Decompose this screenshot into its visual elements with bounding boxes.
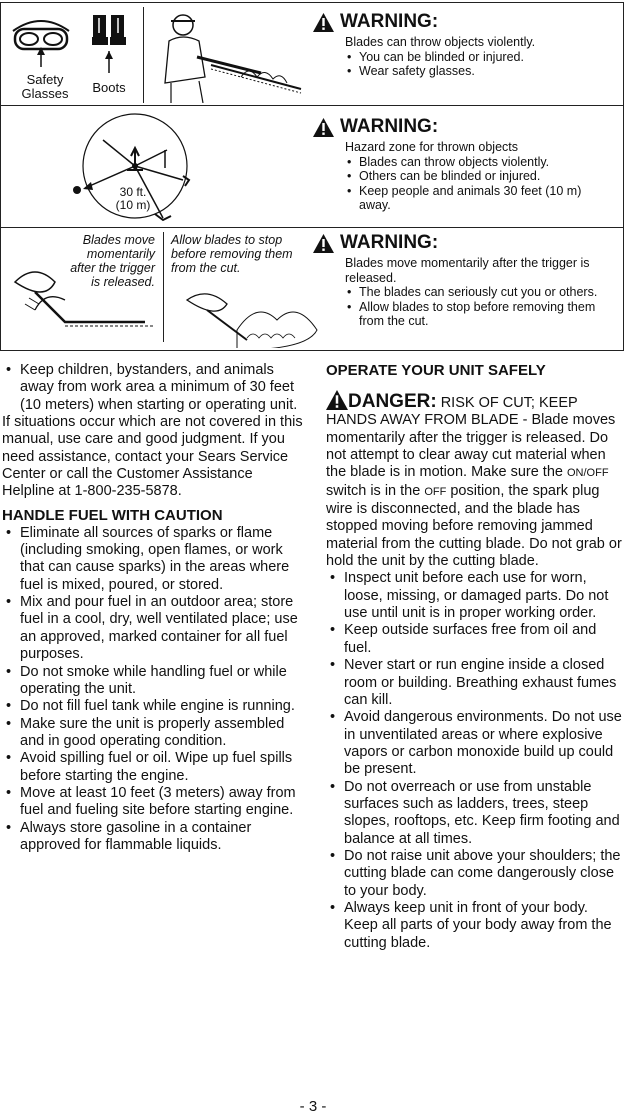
warning-row-hazard-zone (1, 106, 623, 228)
warning-triangle-icon (313, 118, 334, 137)
danger-text: position, the spark plug wire is disconnected, and the blade has stopped moving before removing jammed material from the cutting blade. Do not grab or hold the unit by the cutting blade. (326, 482, 622, 570)
list-item: • Always keep unit in front of your body. Keep all parts of your body away from the cutting blade. (344, 900, 622, 952)
list-item: • Always store gasoline in a container approved for flammable liquids. (20, 820, 306, 855)
warning-bullet: • Keep people and animals 30 feet (10 m) away. (359, 184, 613, 213)
warning-heading: WARNING: (340, 232, 439, 253)
trimmer-release-illustration (5, 252, 155, 348)
danger-triangle-icon (326, 390, 348, 410)
danger-label: DANGER: (348, 391, 437, 412)
warning-block-1 (313, 11, 613, 79)
list-item: • Do not fill fuel tank while engine is running. (20, 698, 306, 715)
list-item: • Avoid spilling fuel or oil. Wipe up fuel spills before starting the engine. (20, 750, 306, 785)
diagram-distance-ft: 30 ft. (119, 185, 147, 199)
caption-blades-move: Blades move momentarily after the trigger is released. (70, 233, 155, 289)
danger-text: RISK OF CUT; KEEP HANDS AWAY FROM BLADE - Blade moves momentarily after the trigger is released. Do not attempt to clear away cut material when the blade is in motion. Make sure the (326, 395, 616, 481)
list-item: • Eliminate all sources of sparks or flame (including smoking, open flames, or work that can cause sparks) in the areas where fuel is mixed, poured, or stored. (20, 525, 306, 594)
warning-heading: WARNING: (340, 116, 439, 137)
list-item: • Mix and pour fuel in an outdoor area; store fuel in a cool, dry, well ventilated place; use an approved, marked container for all fuel purposes. (20, 594, 306, 663)
warning-bullet: • The blades can seriously cut you or others. (359, 285, 613, 300)
caption-allow-blades-stop: Allow blades to stop before removing them from the cut. (171, 233, 293, 275)
list-item: • Keep children, bystanders, and animals away from work area a minimum of 30 feet (10 meters) when starting or operating unit. (20, 362, 306, 414)
warning-bullet: • Others can be blinded or injured. (359, 169, 613, 184)
right-column (326, 362, 622, 952)
warning-block-3 (313, 232, 613, 329)
list-item: • Make sure the unit is properly assembled and in good operating condition. (20, 716, 306, 751)
left-column (2, 362, 306, 854)
safety-glasses-icon (9, 9, 73, 69)
on-off-label: ON/OFF (567, 467, 609, 480)
warning-lead: Hazard zone for thrown objects (345, 140, 519, 154)
warning-block-2 (313, 116, 613, 213)
warning-triangle-icon (313, 13, 334, 32)
assistance-paragraph: If situations occur which are not covered in this manual, use care and good judgment. If you need assistance, contact your Sears Service Center or call the Customer Assistance Helpline at 1-800-235-5878. (2, 414, 303, 500)
warning-lead: Blades can throw objects violently. (345, 35, 536, 49)
danger-text: switch is in the (326, 482, 421, 499)
list-item: • Do not overreach or use from unstable surfaces such as ladders, trees, steep slopes, rooftops, etc. Keep firm footing and balance at all times. (344, 779, 622, 848)
warning-row-safety-gear (1, 3, 623, 106)
list-item: • Keep outside surfaces free from oil and fuel. (344, 622, 622, 657)
warning-bullet: • Blades can throw objects violently. (359, 155, 613, 170)
warning-bullet: • You can be blinded or injured. (359, 50, 613, 65)
list-item: • Move at least 10 feet (3 meters) away from fuel and fueling site before starting engine. (20, 785, 306, 820)
section-heading-operate: OPERATE YOUR UNIT SAFELY (326, 362, 546, 379)
danger-paragraph (326, 390, 622, 570)
warning-bullet: • Allow blades to stop before removing them from the cut. (359, 300, 613, 329)
off-label: OFF (424, 485, 447, 498)
list-item: • Never start or run engine inside a closed room or building. Breathing exhaust fumes can kill. (344, 657, 622, 709)
operator-trimming-illustration (151, 7, 311, 103)
list-item: • Do not smoke while handling fuel or while operating the unit. (20, 664, 306, 699)
hedge-trimmer-cut-illustration (177, 280, 323, 348)
section-heading-fuel: HANDLE FUEL WITH CAUTION (2, 506, 223, 524)
page-number: - 3 - (299, 1098, 327, 1115)
boots-icon (89, 9, 129, 79)
warning-triangle-icon (313, 234, 334, 253)
warning-bullet: • Wear safety glasses. (359, 64, 613, 79)
caption-safety-glasses: Safety Glasses (21, 72, 69, 101)
warning-panels (0, 2, 624, 351)
warning-lead: Blades move momentarily after the trigger is released. (345, 256, 590, 285)
list-item: • Avoid dangerous environments. Do not use in unventilated areas or where explosive vapors or carbon monoxide build up could be present. (344, 709, 622, 778)
warning-heading: WARNING: (340, 11, 439, 32)
list-item: • Do not raise unit above your shoulders; the cutting blade can come dangerously close to your body. (344, 848, 622, 900)
diagram-distance-m: (10 m) (115, 198, 151, 212)
caption-boots: Boots (92, 80, 126, 95)
warning-row-blade-motion (1, 228, 623, 350)
list-item: • Inspect unit before each use for worn, loose, missing, or damaged parts. Do not use until unit is in proper working order. (344, 570, 622, 622)
